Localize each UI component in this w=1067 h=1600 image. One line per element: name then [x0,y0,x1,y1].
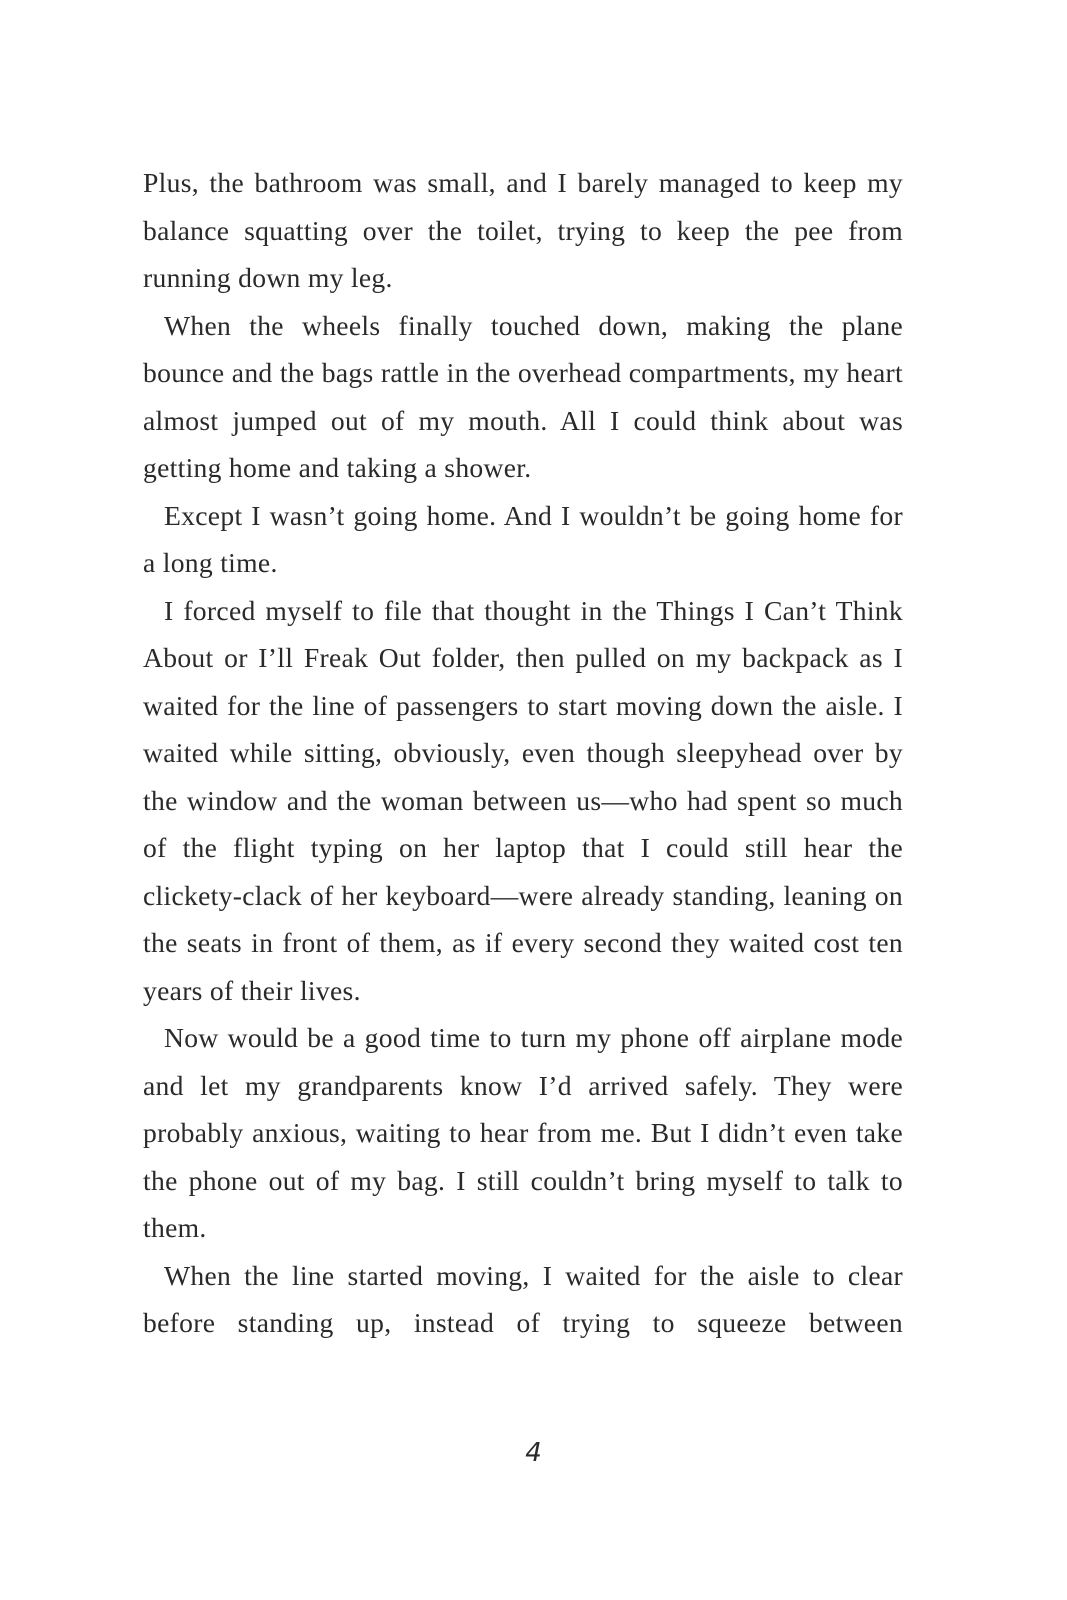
paragraph: When the wheels finally touched down, making the plane bounce and the bags rattle in the overhead compartments, my heart almost jumped out of my mouth. All I could think about was getting home and taking a shower. [143,309,903,483]
body-text [143,159,903,1347]
paragraph: I forced myself to file that thought in the Things I Can’t Think About or I’ll Freak Out folder, then pulled on my backpack as I waited for the line of passengers to start moving down the aisle. I waited while sitting, obviously, even though sleepyhead over by the window and the woman between us—who had spent so much of the flight typing on her laptop that I could still hear the clickety-clack of her keyboard—were already standing, leaning on the seats in front of them, as if every second they waited cost ten years of their lives. [143,594,903,1006]
paragraph: Plus, the bathroom was small, and I barely managed to keep my balance squatting over the toilet, trying to keep the pee from running down my leg. [143,167,903,293]
paragraph: When the line started moving, I waited for the aisle to clear before standing up, instead of trying to squeeze between [143,1259,903,1338]
paragraph: Except I wasn’t going home. And I wouldn’t be going home for a long time. [143,499,903,578]
paragraph: Now would be a good time to turn my phone off airplane mode and let my grandparents know I’d arrived safely. They were probably anxious, waiting to hear from me. But I didn’t even take the phone out of my bag. I still couldn’t bring myself to talk to them. [143,1022,903,1243]
page-number: 4 [525,1438,542,1468]
